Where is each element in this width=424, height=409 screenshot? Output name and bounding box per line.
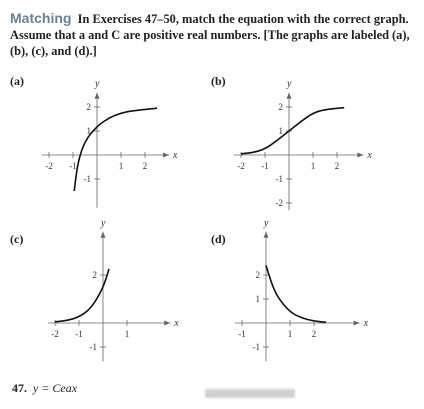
panel-d-label: (d)	[211, 232, 226, 246]
y-axis-label: y	[101, 217, 106, 229]
x-tick-label: 2	[142, 161, 148, 171]
x-axis-label: x	[367, 150, 372, 161]
x-tick-label: -2	[237, 161, 245, 171]
panel-b-label: (b)	[211, 74, 226, 88]
x-tick-label: -1	[69, 161, 77, 171]
x-tick-label: 1	[124, 329, 130, 339]
y-tick-label: 2	[278, 102, 283, 112]
panel-c-label: (c)	[10, 232, 24, 246]
curve	[266, 265, 326, 322]
y-tick-label: 1	[255, 294, 260, 304]
x-axis-label: x	[174, 318, 179, 329]
x-tick-label: 2	[311, 329, 317, 339]
x-axis-label: x	[173, 150, 178, 161]
x-tick-label: 2	[334, 161, 340, 171]
matching-keyword: Matching	[10, 10, 72, 26]
y-tick-label: -1	[89, 342, 97, 352]
y-axis-label: y	[287, 78, 292, 90]
x-tick-label: -2	[51, 329, 59, 339]
y-tick-label: -1	[83, 174, 91, 184]
y-tick-label: 1	[86, 126, 91, 136]
y-tick-label: 2	[86, 102, 91, 112]
panel-a-label: (a)	[10, 74, 24, 88]
x-tick-label: -1	[75, 329, 83, 339]
instructions-text: In Exercises 47–50, match the equation with the correct graph. Assume that a and C are positive real numbers. [The graphs are labeled (a), (b), (c), and (d).]	[10, 12, 410, 58]
y-tick-label: 2	[255, 270, 260, 280]
exercise-equation: y = Ceax	[33, 381, 78, 395]
exercise-number: 47.	[12, 381, 27, 395]
x-tick-label: -1	[261, 161, 269, 171]
y-tick-label: 2	[92, 270, 97, 280]
y-tick-label: -2	[275, 198, 283, 208]
y-tick-label: -1	[275, 174, 283, 184]
x-axis-label: x	[363, 318, 369, 329]
y-tick-label: -1	[252, 342, 260, 352]
x-tick-label: -2	[45, 161, 53, 171]
exercise-47	[12, 381, 77, 396]
y-axis-arrow	[264, 232, 269, 238]
y-axis-label: y	[95, 78, 100, 90]
x-tick-label: 1	[287, 329, 293, 339]
x-tick-label: 1	[118, 161, 124, 171]
x-tick-label: 1	[310, 161, 316, 171]
redacted-text	[205, 389, 295, 398]
x-tick-label: -1	[238, 329, 246, 339]
x-axis-arrow	[354, 321, 360, 326]
y-tick-label: 1	[278, 126, 283, 136]
y-axis-label: y	[264, 217, 269, 229]
